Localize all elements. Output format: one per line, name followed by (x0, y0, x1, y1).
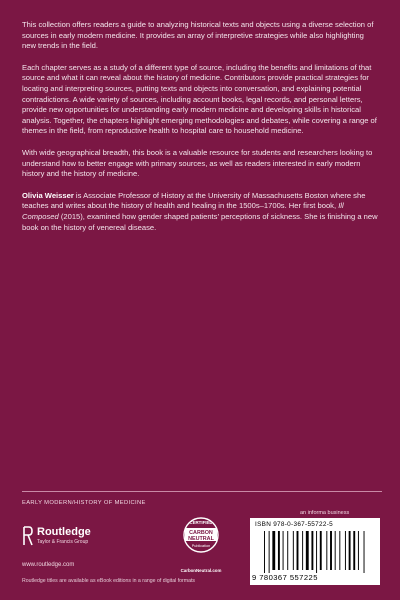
cert-main-1: CARBON (189, 530, 213, 536)
informa-label: an informa business (300, 510, 350, 516)
author-name: Olivia Weisser (22, 190, 74, 200)
cert-bottom-text: Publication (191, 544, 211, 548)
author-book-title: Ill Composed (22, 201, 344, 221)
barcode-icon (264, 531, 372, 573)
publisher-group: Taylor & Francis Group (37, 539, 89, 545)
description-paragraph-1: This collection offers readers a guide to analyzing historical texts and objects using a diverse selection of sources in early modern medicine. It provides an array of interpretive strategies while also highlighting new trends in the field. (22, 20, 374, 51)
isbn-barcode-digits: 9 780367 557225 (252, 573, 318, 582)
author-bio-text-1: is Associate Professor of History at the University of Massachusetts Boston where she teaches and writes about the history of health and healing in the 1500s–1700s. Her first book, (22, 190, 366, 211)
ebook-note: Routledge titles are available as eBook editions in a range of digital formats (22, 578, 196, 584)
isbn-text: ISBN 978-0-367-55722-5 (255, 521, 334, 528)
divider (22, 491, 382, 492)
author-bio (22, 191, 378, 233)
series-label: EARLY MODERN/HISTORY OF MEDICINE (22, 500, 146, 506)
routledge-r-icon (22, 526, 34, 546)
author-bio-text-2: (2015), examined how gender shaped patients’ perceptions of sickness. She is finishing a new book on the history of venereal disease. (22, 211, 378, 232)
description-paragraph-3: With wide geographical breadth, this book is a valuable resource for students and researchers looking to understand how to better engage with primary sources, as well as readers interested in early modern history and the history of medicine. (22, 147, 373, 179)
cert-website: CarbonNeutral.com (180, 568, 222, 573)
publisher-name: Routledge (37, 526, 91, 538)
cert-main-2: NEUTRAL (188, 536, 214, 542)
publisher-logo (22, 520, 91, 556)
description-paragraph-2: Each chapter serves as a study of a different type of source, including the benefits and limitations of that source and what it can reveal about the history of medicine. Contributors provide practical strategies for locating and interpreting sources, putting texts and objects into conversation, and explaining potential contradictions. A wide variety of sources, including account books, legal records, and personal letters, provide new opportunities for understanding early modern medicine and developing skills in historical analysis. Together, the chapters highlight emerging methodologies and debates, while covering a range of themes in the field, from reproductive health to hospital care to household medicine. (22, 62, 377, 136)
cert-top-text: CERTIFIED (189, 520, 213, 525)
description-block (22, 20, 378, 244)
publisher-url: www.routledge.com (22, 562, 75, 568)
isbn-barcode-panel (250, 518, 380, 585)
carbon-neutral-badge-icon (180, 513, 222, 573)
